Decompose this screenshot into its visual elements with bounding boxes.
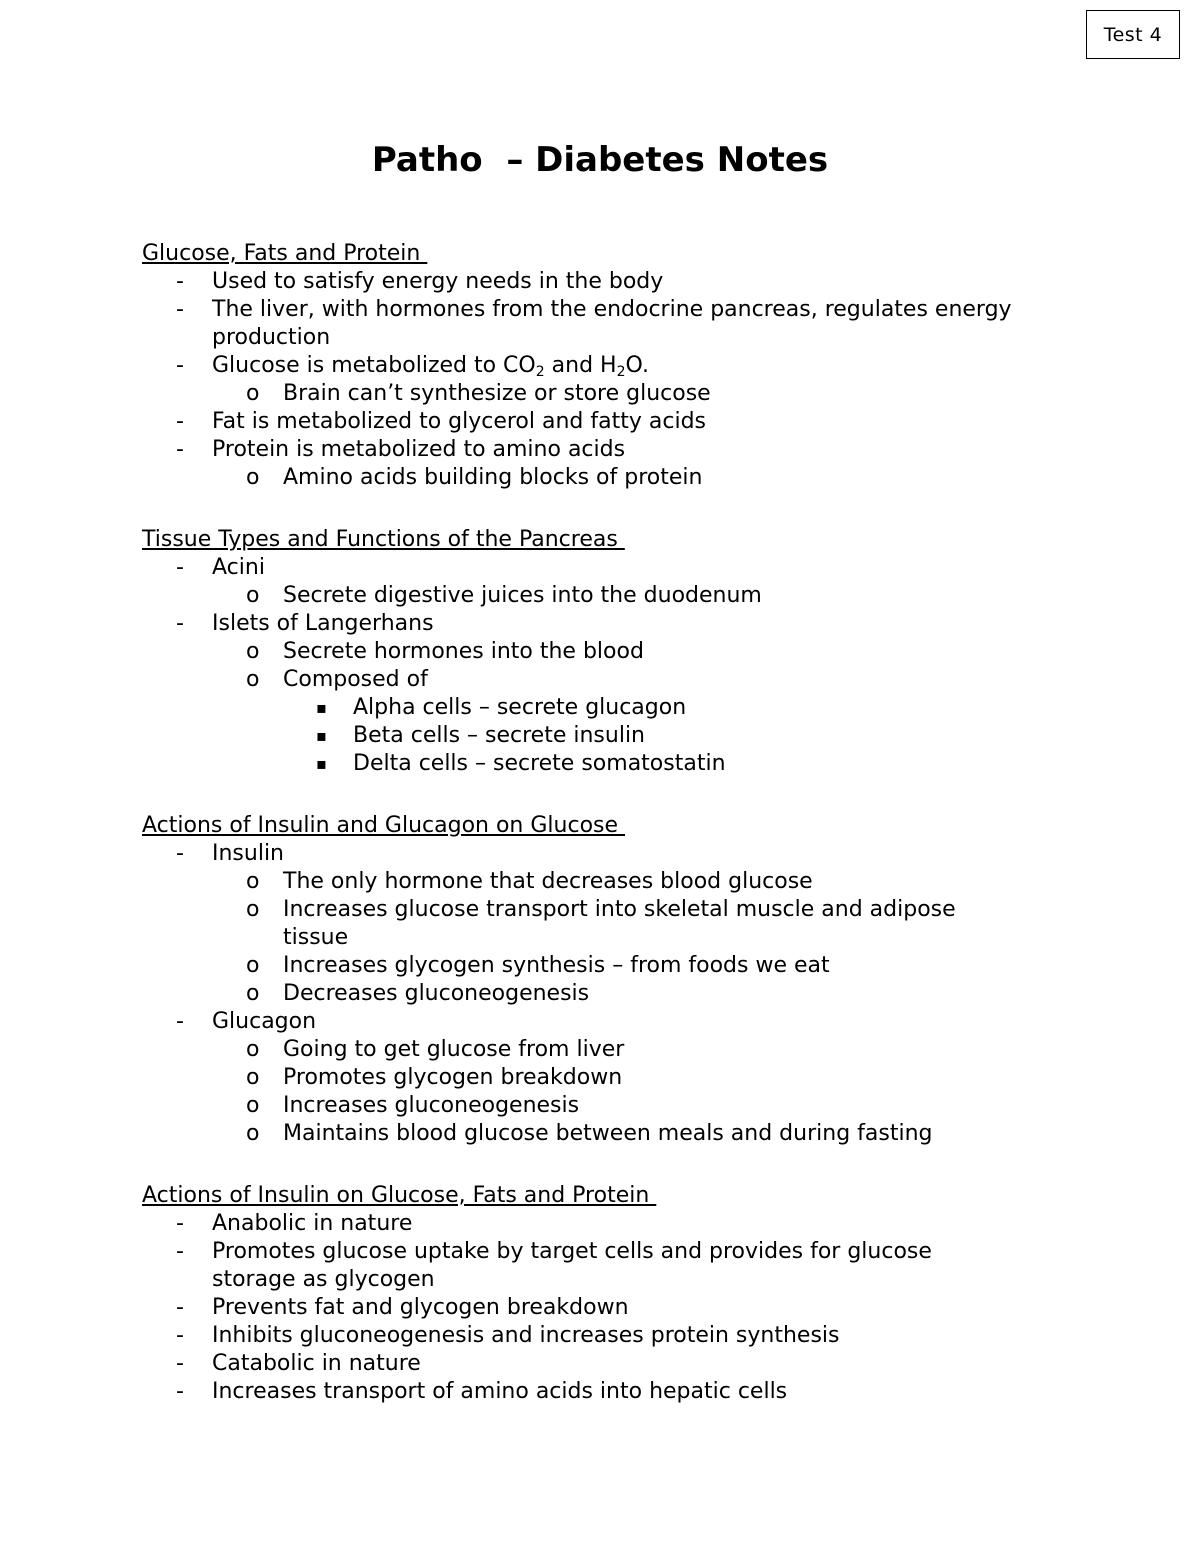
item-text: Protein is metabolized to amino acids bbox=[212, 437, 626, 462]
bullet-item bbox=[142, 352, 1022, 408]
item-text bbox=[212, 353, 649, 378]
list-level-2 bbox=[212, 868, 1022, 1008]
section-heading: Glucose, Fats and Protein bbox=[142, 241, 428, 266]
page-title: Patho – Diabetes Notes bbox=[371, 140, 829, 180]
item-text: Anabolic in nature bbox=[212, 1211, 413, 1236]
item-text: Alpha cells – secrete glucagon bbox=[353, 695, 687, 720]
item-text: Islets of Langerhans bbox=[212, 611, 434, 636]
sub-bullet-item bbox=[142, 1064, 1022, 1092]
item-text: Insulin bbox=[212, 841, 285, 866]
sub-bullet-item bbox=[142, 952, 1022, 980]
sub-bullet-item bbox=[142, 638, 1022, 666]
section-heading: Actions of Insulin and Glucagon on Glucose bbox=[142, 813, 626, 838]
item-text: Prevents fat and glycogen breakdown bbox=[212, 1295, 629, 1320]
list-marker: o bbox=[246, 869, 260, 894]
list-marker: o bbox=[246, 381, 260, 406]
sub-bullet-item bbox=[142, 464, 1022, 492]
list-marker: o bbox=[246, 981, 260, 1006]
item-text: Increases glycogen synthesis – from foods we eat bbox=[283, 953, 830, 978]
list-marker: - bbox=[176, 1323, 184, 1348]
bullet-item bbox=[142, 1008, 1022, 1148]
item-text: Decreases gluconeogenesis bbox=[283, 981, 590, 1006]
list-marker: ▪ bbox=[316, 726, 327, 745]
list-marker: ▪ bbox=[316, 698, 327, 717]
list-level-2 bbox=[212, 638, 1022, 778]
subscript: 2 bbox=[616, 364, 626, 380]
subscript: 2 bbox=[535, 364, 545, 380]
list-marker: - bbox=[176, 841, 184, 866]
section-heading: Actions of Insulin on Glucose, Fats and Protein bbox=[142, 1183, 657, 1208]
list-level-2 bbox=[212, 582, 1022, 610]
sub-bullet-item bbox=[142, 868, 1022, 896]
bullet-item bbox=[142, 1294, 1022, 1322]
list-marker: - bbox=[176, 1295, 184, 1320]
sub-bullet-item bbox=[142, 980, 1022, 1008]
list-marker: o bbox=[246, 1037, 260, 1062]
list-marker: - bbox=[176, 353, 184, 378]
item-text: Inhibits gluconeogenesis and increases protein synthesis bbox=[212, 1323, 840, 1348]
sub-sub-bullet-item bbox=[142, 694, 1022, 722]
list-marker: o bbox=[246, 465, 260, 490]
item-text: Amino acids building blocks of protein bbox=[283, 465, 703, 490]
item-text: Catabolic in nature bbox=[212, 1351, 421, 1376]
item-text: The liver, with hormones from the endocrine pancreas, regulates energy production bbox=[212, 297, 1012, 350]
list-marker: - bbox=[176, 555, 184, 580]
sub-sub-bullet-item bbox=[142, 750, 1022, 778]
sub-bullet-item bbox=[142, 380, 1022, 408]
list-level-2 bbox=[212, 464, 1022, 492]
list-level-3 bbox=[283, 694, 1022, 778]
item-text: Used to satisfy energy needs in the body bbox=[212, 269, 664, 294]
list-level-2 bbox=[212, 380, 1022, 408]
list-marker: - bbox=[176, 409, 184, 434]
list-marker: - bbox=[176, 1379, 184, 1404]
bullet-item bbox=[142, 554, 1022, 610]
item-text: Brain can’t synthesize or store glucose bbox=[283, 381, 711, 406]
bullet-item bbox=[142, 1210, 1022, 1238]
list-level-1 bbox=[142, 840, 1022, 1148]
section bbox=[142, 526, 1022, 778]
item-text: Fat is metabolized to glycerol and fatty acids bbox=[212, 409, 706, 434]
list-marker: - bbox=[176, 1239, 184, 1264]
list-marker: o bbox=[246, 583, 260, 608]
item-text: Secrete digestive juices into the duodenum bbox=[283, 583, 762, 608]
item-text: Going to get glucose from liver bbox=[283, 1037, 625, 1062]
item-text: Acini bbox=[212, 555, 265, 580]
item-text: Glucagon bbox=[212, 1009, 317, 1034]
item-text: The only hormone that decreases blood glucose bbox=[283, 869, 813, 894]
item-text: Beta cells – secrete insulin bbox=[353, 723, 646, 748]
list-level-1 bbox=[142, 554, 1022, 778]
section bbox=[142, 240, 1022, 492]
bullet-item bbox=[142, 436, 1022, 492]
sub-bullet-item bbox=[142, 896, 1022, 952]
bullet-item bbox=[142, 1378, 1022, 1406]
sub-bullet-item bbox=[142, 582, 1022, 610]
sub-bullet-item bbox=[142, 1120, 1022, 1148]
list-marker: ▪ bbox=[316, 754, 327, 773]
list-level-1 bbox=[142, 268, 1022, 492]
list-marker: o bbox=[246, 1065, 260, 1090]
item-text: Promotes glucose uptake by target cells and provides for glucose storage as glycogen bbox=[212, 1239, 932, 1292]
notes-body bbox=[142, 240, 1022, 1406]
sub-sub-bullet-item bbox=[142, 722, 1022, 750]
text-part: Glucose is metabolized to CO bbox=[212, 353, 536, 378]
bullet-item bbox=[142, 1350, 1022, 1378]
test-number-box: Test 4 bbox=[1086, 10, 1180, 59]
item-text: Delta cells – secrete somatostatin bbox=[353, 751, 726, 776]
list-level-1 bbox=[142, 1210, 1022, 1406]
section bbox=[142, 812, 1022, 1148]
sub-bullet-item bbox=[142, 1036, 1022, 1064]
text-part: O. bbox=[625, 353, 649, 378]
item-text: Increases transport of amino acids into hepatic cells bbox=[212, 1379, 788, 1404]
list-marker: o bbox=[246, 1093, 260, 1118]
list-marker: - bbox=[176, 269, 184, 294]
list-marker: o bbox=[246, 953, 260, 978]
item-text: Increases glucose transport into skeletal muscle and adipose tissue bbox=[283, 897, 956, 950]
item-text: Increases gluconeogenesis bbox=[283, 1093, 580, 1118]
list-marker: o bbox=[246, 1121, 260, 1146]
bullet-item bbox=[142, 1322, 1022, 1350]
bullet-item bbox=[142, 610, 1022, 778]
list-marker: o bbox=[246, 667, 260, 692]
list-marker: - bbox=[176, 611, 184, 636]
item-text: Promotes glycogen breakdown bbox=[283, 1065, 623, 1090]
list-level-2 bbox=[212, 1036, 1022, 1148]
bullet-item bbox=[142, 840, 1022, 1008]
bullet-item bbox=[142, 1238, 1022, 1294]
text-part: and H bbox=[544, 353, 617, 378]
list-marker: o bbox=[246, 897, 260, 922]
list-marker: - bbox=[176, 437, 184, 462]
sub-bullet-item bbox=[142, 1092, 1022, 1120]
bullet-item bbox=[142, 268, 1022, 296]
section-heading: Tissue Types and Functions of the Pancreas bbox=[142, 527, 625, 552]
section bbox=[142, 1182, 1022, 1406]
list-marker: - bbox=[176, 1009, 184, 1034]
item-text: Secrete hormones into the blood bbox=[283, 639, 644, 664]
list-marker: - bbox=[176, 297, 184, 322]
bullet-item bbox=[142, 296, 1022, 352]
item-text: Composed of bbox=[283, 667, 428, 692]
list-marker: o bbox=[246, 639, 260, 664]
list-marker: - bbox=[176, 1211, 184, 1236]
item-text: Maintains blood glucose between meals and during fasting bbox=[283, 1121, 933, 1146]
bullet-item bbox=[142, 408, 1022, 436]
sub-bullet-item bbox=[142, 666, 1022, 778]
list-marker: - bbox=[176, 1351, 184, 1376]
